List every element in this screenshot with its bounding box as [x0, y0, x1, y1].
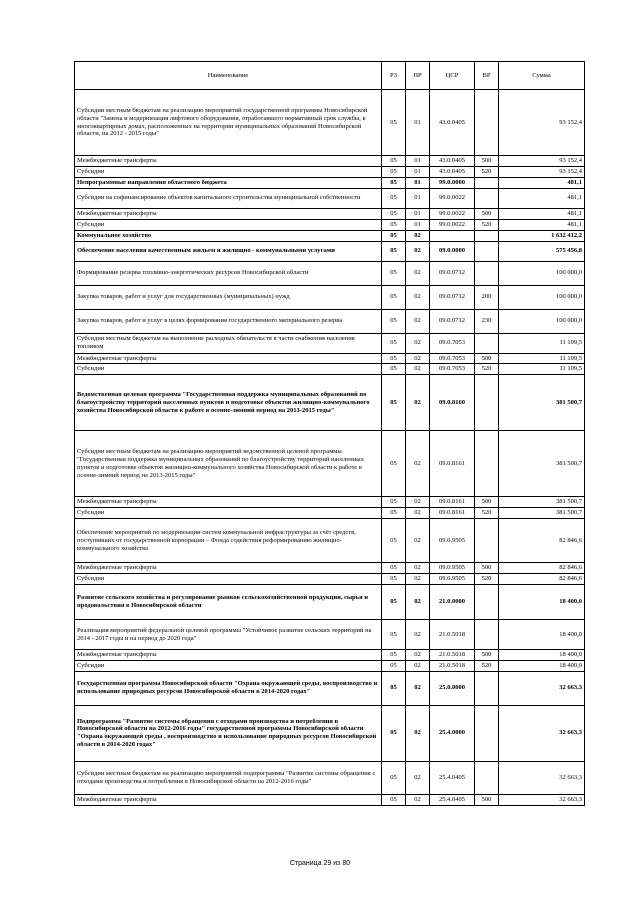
table-row	[75, 333, 585, 353]
table-row	[75, 375, 585, 431]
cell-csr: 09.0.7053	[430, 333, 475, 353]
cell-pr: 02	[406, 241, 430, 261]
cell-name: Межбюджетные трансферты	[75, 208, 382, 219]
cell-rz: 05	[382, 705, 406, 761]
cell-rz: 05	[382, 261, 406, 285]
cell-vr	[475, 705, 499, 761]
cell-pr: 02	[406, 671, 430, 705]
table-row	[75, 230, 585, 241]
cell-name: Межбюджетные трансферты	[75, 497, 382, 508]
cell-csr: 21.0.5018	[430, 660, 475, 671]
cell-rz: 05	[382, 671, 406, 705]
cell-sum: 32 663,3	[499, 761, 585, 794]
table-body	[75, 90, 585, 806]
cell-rz: 05	[382, 156, 406, 167]
table-row	[75, 90, 585, 156]
cell-pr: 02	[406, 364, 430, 375]
cell-sum: 18 400,0	[499, 620, 585, 650]
cell-vr: 500	[475, 208, 499, 219]
cell-rz: 05	[382, 620, 406, 650]
cell-name: Межбюджетные трансферты	[75, 650, 382, 661]
table-row	[75, 761, 585, 794]
table-header-row	[75, 62, 585, 90]
table-row	[75, 188, 585, 208]
cell-sum: 381 500,7	[499, 497, 585, 508]
cell-name: Субсидии местным бюджетам на реализацию мероприятий ведомственной целевой программы "Государственная поддержка муниципальных образований по благоустройству территорий населенных пунктов и подготовке объектов жилищно-коммунального хозяйства Новосибирской области к работе в осенне-зимний период на 2013-2015 годы"	[75, 431, 382, 497]
cell-csr: 25.4.0000	[430, 705, 475, 761]
cell-csr: 43.0.0405	[430, 156, 475, 167]
header-vr: ВР	[475, 62, 499, 90]
cell-rz: 05	[382, 208, 406, 219]
cell-sum: 82 846,6	[499, 563, 585, 574]
cell-vr	[475, 261, 499, 285]
cell-sum: 575 456,8	[499, 241, 585, 261]
cell-vr	[475, 519, 499, 563]
cell-csr: 09.0.8161	[430, 508, 475, 519]
cell-name: Субсидии на софинансирование объектов капитального строительства муниципальной собственности	[75, 188, 382, 208]
cell-name: Непрограммные направления областного бюджета	[75, 177, 382, 188]
cell-vr: 500	[475, 794, 499, 805]
page-number: Страница 29 из 80	[289, 860, 351, 867]
cell-pr: 02	[406, 761, 430, 794]
cell-pr: 02	[406, 574, 430, 585]
cell-rz: 05	[382, 431, 406, 497]
cell-rz: 05	[382, 794, 406, 805]
header-csr: ЦСР	[430, 62, 475, 90]
cell-csr: 09.0.0000	[430, 241, 475, 261]
table-row	[75, 585, 585, 620]
cell-vr: 500	[475, 650, 499, 661]
table-row	[75, 166, 585, 177]
cell-vr	[475, 620, 499, 650]
cell-name: Субсидии местным бюджетам на выполнение расходных обязательств в части снабжения населения топливом	[75, 333, 382, 353]
cell-name: Субсидии местным бюджетам на реализацию мероприятий государственной программы Новосибирской области "Замена и модернизация лифтового оборудования, отработавшего нормативный срок службы, в многоквартирных домах, расположенных на территории муниципальных образований Новосибирской области, на 2012 - 2015 годы"	[75, 90, 382, 156]
cell-csr: 09.0.9505	[430, 519, 475, 563]
cell-pr: 01	[406, 166, 430, 177]
cell-pr: 02	[406, 333, 430, 353]
cell-vr	[475, 585, 499, 620]
cell-vr	[475, 431, 499, 497]
cell-csr: 99.0.0000	[430, 177, 475, 188]
cell-rz: 05	[382, 188, 406, 208]
cell-sum: 481,1	[499, 188, 585, 208]
table-row	[75, 794, 585, 805]
cell-name: Обеспечение мероприятий по модернизации систем коммунальной инфраструктуры за счёт средств, поступивших от государственной корпорации – Фонда содействия реформированию жилищно-коммунального хозяйства	[75, 519, 382, 563]
cell-pr: 02	[406, 230, 430, 241]
cell-sum: 18 400,0	[499, 585, 585, 620]
table-row	[75, 241, 585, 261]
cell-sum: 18 400,0	[499, 650, 585, 661]
cell-rz: 05	[382, 660, 406, 671]
cell-vr	[475, 188, 499, 208]
cell-vr	[475, 375, 499, 431]
cell-sum: 93 152,4	[499, 166, 585, 177]
cell-name: Формирование резерва топливно-энергетических ресурсов Новосибирской области	[75, 261, 382, 285]
cell-rz: 05	[382, 177, 406, 188]
cell-name: Закупка товаров, работ и услуг для государственных (муниципальных) нужд	[75, 285, 382, 309]
table-row	[75, 261, 585, 285]
cell-name: Межбюджетные трансферты	[75, 156, 382, 167]
cell-csr: 09.0.8161	[430, 431, 475, 497]
cell-pr: 01	[406, 156, 430, 167]
cell-vr	[475, 230, 499, 241]
cell-rz: 05	[382, 166, 406, 177]
table-row	[75, 285, 585, 309]
cell-csr: 21.0.0000	[430, 585, 475, 620]
cell-csr: 43.0.0405	[430, 166, 475, 177]
cell-sum: 100 000,0	[499, 285, 585, 309]
cell-vr: 200	[475, 285, 499, 309]
cell-name: Развитие сельского хозяйства и регулирование рынков сельскохозяйственной продукции, сырья и продовольствия в Новосибирской области	[75, 585, 382, 620]
table-row	[75, 208, 585, 219]
cell-sum: 18 400,0	[499, 660, 585, 671]
cell-vr: 520	[475, 574, 499, 585]
header-pr: ПР	[406, 62, 430, 90]
cell-sum: 93 152,4	[499, 156, 585, 167]
cell-name: Субсидии	[75, 574, 382, 585]
cell-pr: 02	[406, 705, 430, 761]
cell-pr: 02	[406, 431, 430, 497]
cell-vr	[475, 671, 499, 705]
cell-rz: 05	[382, 574, 406, 585]
cell-csr: 25.4.0405	[430, 794, 475, 805]
cell-csr: 25.4.0405	[430, 761, 475, 794]
header-sum: Сумма	[499, 62, 585, 90]
cell-name: Коммунальное хозяйство	[75, 230, 382, 241]
cell-vr: 520	[475, 364, 499, 375]
header-name: Наименование	[75, 62, 382, 90]
cell-rz: 05	[382, 230, 406, 241]
cell-csr: 21.0.5018	[430, 620, 475, 650]
table-row	[75, 650, 585, 661]
cell-csr: 09.0.7053	[430, 353, 475, 364]
cell-pr: 01	[406, 219, 430, 230]
cell-name: Межбюджетные трансферты	[75, 563, 382, 574]
cell-csr: 09.0.8161	[430, 497, 475, 508]
cell-pr: 02	[406, 660, 430, 671]
cell-csr: 99.0.0022	[430, 219, 475, 230]
cell-rz: 05	[382, 761, 406, 794]
cell-csr: 21.0.5018	[430, 650, 475, 661]
cell-csr: 09.0.0712	[430, 261, 475, 285]
cell-vr: 500	[475, 563, 499, 574]
cell-rz: 05	[382, 241, 406, 261]
table-row	[75, 156, 585, 167]
cell-csr: 09.0.0712	[430, 309, 475, 333]
cell-vr	[475, 177, 499, 188]
cell-name: Межбюджетные трансферты	[75, 353, 382, 364]
cell-sum: 11 109,5	[499, 353, 585, 364]
cell-csr: 09.0.9505	[430, 574, 475, 585]
cell-name: Обеспечение населения качественным жильем и жилищно - коммунальными услугами	[75, 241, 382, 261]
cell-name: Реализация мероприятий федеральной целевой программы "Устойчивое развитие сельских территорий на 2014 - 2017 годы и на период до 2020 года"	[75, 620, 382, 650]
cell-vr: 520	[475, 166, 499, 177]
cell-vr: 520	[475, 219, 499, 230]
table-row	[75, 353, 585, 364]
cell-vr: 500	[475, 497, 499, 508]
cell-vr	[475, 761, 499, 794]
cell-rz: 05	[382, 375, 406, 431]
cell-sum: 82 846,6	[499, 519, 585, 563]
table-row	[75, 671, 585, 705]
cell-name: Субсидии	[75, 219, 382, 230]
cell-vr: 230	[475, 309, 499, 333]
cell-csr: 09.0.8160	[430, 375, 475, 431]
cell-pr: 02	[406, 261, 430, 285]
table-row	[75, 508, 585, 519]
cell-sum: 481,1	[499, 208, 585, 219]
cell-rz: 05	[382, 497, 406, 508]
cell-pr: 01	[406, 188, 430, 208]
cell-name: Субсидии	[75, 166, 382, 177]
cell-vr: 520	[475, 508, 499, 519]
cell-name: Субсидии	[75, 364, 382, 375]
cell-pr: 02	[406, 375, 430, 431]
cell-sum: 93 152,4	[499, 90, 585, 156]
table-row	[75, 364, 585, 375]
cell-sum: 100 000,0	[499, 309, 585, 333]
table-row	[75, 705, 585, 761]
cell-name: Закупка товаров, работ и услуг в целях формирования государственного материального резерва	[75, 309, 382, 333]
cell-rz: 05	[382, 219, 406, 230]
cell-pr: 02	[406, 620, 430, 650]
cell-rz: 05	[382, 353, 406, 364]
cell-sum: 381 500,7	[499, 431, 585, 497]
cell-name: Субсидии	[75, 660, 382, 671]
table-row	[75, 497, 585, 508]
cell-pr: 01	[406, 177, 430, 188]
table-row	[75, 431, 585, 497]
cell-name: Межбюджетные трансферты	[75, 794, 382, 805]
cell-rz: 05	[382, 364, 406, 375]
cell-rz: 05	[382, 585, 406, 620]
cell-rz: 05	[382, 333, 406, 353]
cell-pr: 02	[406, 794, 430, 805]
budget-table	[74, 61, 585, 806]
cell-csr: 43.0.0405	[430, 90, 475, 156]
table-row	[75, 309, 585, 333]
header-rz: РЗ	[382, 62, 406, 90]
table-row	[75, 620, 585, 650]
cell-pr: 02	[406, 650, 430, 661]
cell-sum: 100 000,0	[499, 261, 585, 285]
cell-sum: 82 846,6	[499, 574, 585, 585]
cell-pr: 02	[406, 563, 430, 574]
cell-pr: 02	[406, 309, 430, 333]
cell-sum: 11 109,5	[499, 364, 585, 375]
cell-pr: 01	[406, 90, 430, 156]
cell-name: Ведомственная целевая программа "Государственная поддержка муниципальных образований по благоустройству территорий населенных пунктов и подготовке объектов жилищно-коммунального хозяйства Новосибирской области к работе в осенне-зимний период на 2013-2015 годы"	[75, 375, 382, 431]
cell-sum: 381 500,7	[499, 375, 585, 431]
cell-sum: 1 632 412,2	[499, 230, 585, 241]
cell-pr: 01	[406, 208, 430, 219]
cell-csr: 09.0.0712	[430, 285, 475, 309]
cell-vr: 500	[475, 156, 499, 167]
cell-pr: 02	[406, 497, 430, 508]
cell-vr	[475, 241, 499, 261]
table-row	[75, 660, 585, 671]
cell-rz: 05	[382, 650, 406, 661]
cell-rz: 05	[382, 563, 406, 574]
table-row	[75, 219, 585, 230]
table-row	[75, 177, 585, 188]
cell-name: Субсидии местным бюджетам на реализацию мероприятий подпрограммы "Развитие системы обращения с отходами производства и потребления в Новосибирской области на 2012-2016 годы"	[75, 761, 382, 794]
cell-pr: 02	[406, 585, 430, 620]
cell-name: Государственная программа Новосибирской области "Охрана окружающей среды, воспроизводство и использование природных ресурсов Новосибирской области в 2014-2020 годах"	[75, 671, 382, 705]
cell-name: Субсидии	[75, 508, 382, 519]
cell-csr: 99.0.0022	[430, 188, 475, 208]
cell-pr: 02	[406, 508, 430, 519]
cell-vr: 500	[475, 353, 499, 364]
cell-vr: 520	[475, 660, 499, 671]
cell-csr: 09.0.9505	[430, 563, 475, 574]
cell-pr: 02	[406, 285, 430, 309]
cell-csr: 09.0.7053	[430, 364, 475, 375]
cell-sum: 481,1	[499, 219, 585, 230]
cell-csr	[430, 230, 475, 241]
cell-rz: 05	[382, 285, 406, 309]
cell-sum: 11 109,5	[499, 333, 585, 353]
cell-vr	[475, 90, 499, 156]
cell-rz: 05	[382, 90, 406, 156]
cell-sum: 32 663,3	[499, 794, 585, 805]
cell-csr: 25.0.0000	[430, 671, 475, 705]
cell-sum: 32 663,3	[499, 671, 585, 705]
cell-rz: 05	[382, 519, 406, 563]
cell-sum: 481,1	[499, 177, 585, 188]
cell-pr: 02	[406, 353, 430, 364]
cell-rz: 05	[382, 309, 406, 333]
table-row	[75, 574, 585, 585]
cell-name: Подпрограмма "Развитие системы обращения с отходами производства и потребления в Новосибирской области на 2012-2016 годы" государственной программы Новосибирской области "Охрана окружающей среды , воспроизводство и использование природных ресурсов Новосибирской области в 2014-2020 годах"	[75, 705, 382, 761]
table-row	[75, 519, 585, 563]
cell-vr	[475, 333, 499, 353]
cell-sum: 381 500,7	[499, 508, 585, 519]
cell-rz: 05	[382, 508, 406, 519]
cell-pr: 02	[406, 519, 430, 563]
cell-sum: 32 663,3	[499, 705, 585, 761]
table-row	[75, 563, 585, 574]
cell-csr: 99.0.0022	[430, 208, 475, 219]
